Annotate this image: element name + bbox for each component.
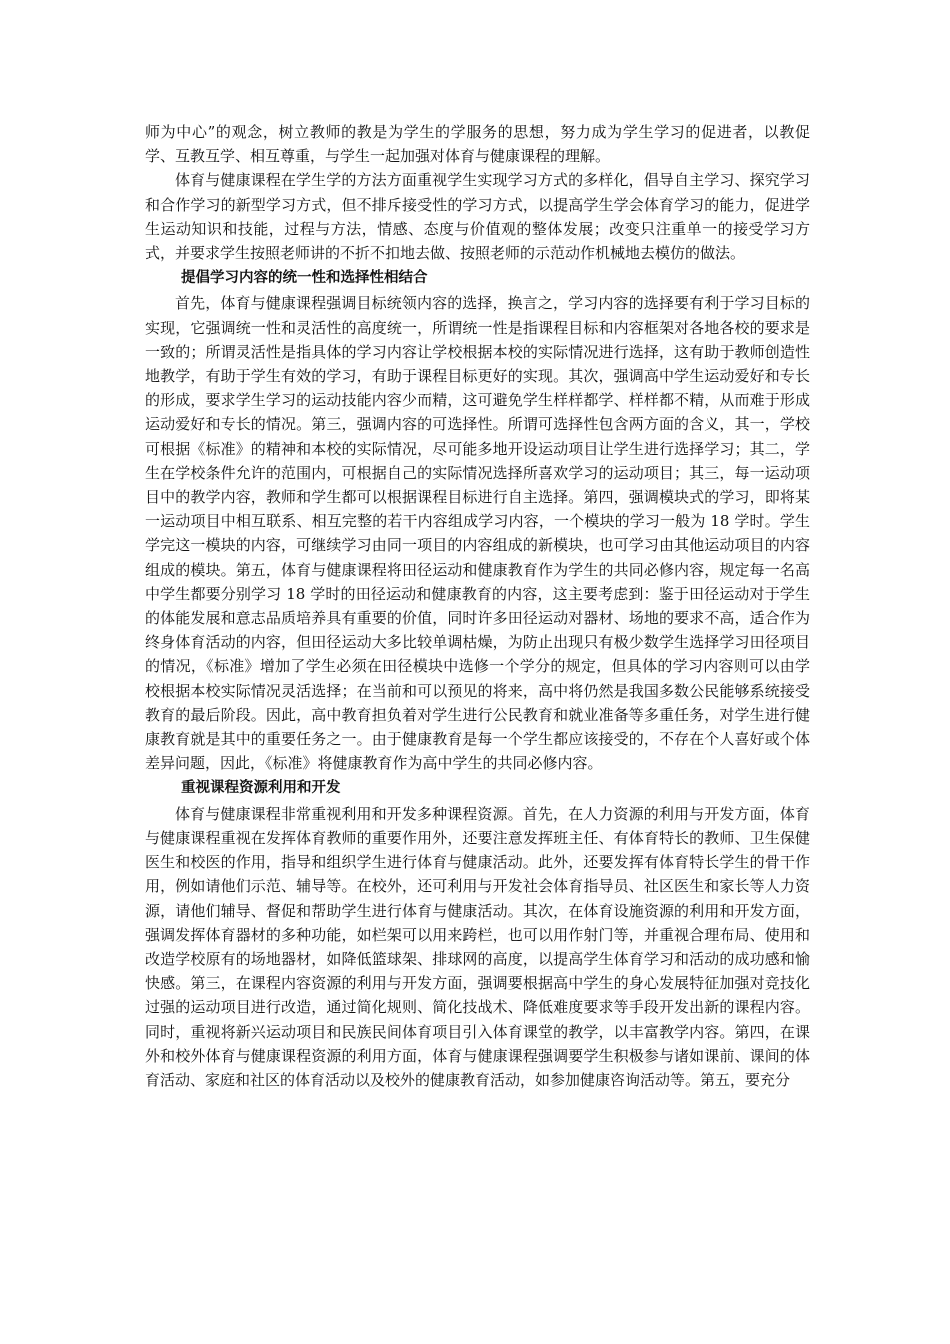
section-heading-content-selection: 提倡学习内容的统一性和选择性相结合	[181, 270, 428, 287]
paragraph-intro-continuation: 师为中心”的观念，树立教师的教是为学生的学服务的思想，努力成为学生学习的促进者，以教促学、互教互学、相互尊重，与学生一起加强对体育与健康课程的理解。	[145, 123, 810, 166]
document-page	[145, 120, 810, 1092]
paragraph-learning-methods: 体育与健康课程在学生学的方法方面重视学生实现学习方式的多样化，倡导自主学习、探究学习和合作学习的新型学习方式，但不排斥接受性的学习方式，以提高学生学会体育学习的能力，促进学生运动知识和技能，过程与方法，情感、态度与价值观的整体发展；改变只注重单一的接受学习方式，并要求学生按照老师讲的不折不扣地去做、按照老师的示范动作机械地去模仿的做法。	[145, 171, 810, 263]
section-heading-curriculum-resources: 重视课程资源利用和开发	[181, 780, 341, 797]
paragraph-curriculum-resources: 体育与健康课程非常重视利用和开发多种课程资源。首先，在人力资源的利用与开发方面，体育与健康课程重视在发挥体育教师的重要作用外，还要注意发挥班主任、有体育特长的教师、卫生保健医生和校医的作用，指导和组织学生进行体育与健康活动。此外，还要发挥有体育特长学生的骨干作用，例如请他们示范、辅导等。在校外，还可利用与开发社会体育指导员、社区医生和家长等人力资源，请他们辅导、督促和帮助学生进行体育与健康活动。其次，在体育设施资源的利用和开发方面，强调发挥体育器材的多种功能，如栏架可以用来跨栏，也可以用作射门等，并重视合理布局、使用和改造学校原有的场地器材，如降低篮球架、排球网的高度，以提高学生体育学习和活动的成功感和愉快感。第三，在课程内容资源的利用与开发方面，强调要根据高中学生的身心发展特征加强对竞技化过强的运动项目进行改造，通过简化规则、简化技战术、降低难度要求等手段开发出新的课程内容。同时，重视将新兴运动项目和民族民间体育项目引入体育课堂的教学，以丰富教学内容。第四，在课外和校外体育与健康课程资源的利用方面，体育与健康课程强调要学生积极参与诸如课前、课间的体育活动、家庭和社区的体育活动以及校外的健康教育活动，如参加健康咨询活动等。第五，要充分	[145, 804, 810, 1089]
paragraph-content-selection: 首先，体育与健康课程强调目标统领内容的选择，换言之，学习内容的选择要有利于学习目标的实现，它强调统一性和灵活性的高度统一，所谓统一性是指课程目标和内容框架对各地各校的要求是一致的；所谓灵活性是指具体的学习内容让学校根据本校的实际情况进行选择，这有助于教师创造性地教学，有助于学生有效的学习，有助于课程目标更好的实现。其次，强调高中学生运动爱好和专长的形成，要求学生学习的运动技能内容少而精，这可避免学生样样都学、样样都不精，从而难于形成运动爱好和专长的情况。第三，强调内容的可选择性。所谓可选择性包含两方面的含义，其一，学校可根据《标准》的精神和本校的实际情况，尽可能多地开设运动项目让学生进行选择学习；其二，学生在学校条件允许的范围内，可根据自己的实际情况选择所喜欢学习的运动项目；其三，每一运动项目中的教学内容，教师和学生都可以根据课程目标进行自主选择。第四，强调模块式的学习，即将某一运动项目中相互联系、相互完整的若干内容组成学习内容，一个模块的学习一般为 18 学时。学生学完这一模块的内容，可继续学习由同一项目的内容组成的新模块，也可学习由其他运动项目的内容组成的模块。第五，体育与健康课程将田径运动和健康教育作为学生的共同必修内容，规定每一名高中学生都要分别学习 18 学时的田径运动和健康教育的内容，这主要考虑到：鉴于田径运动对于学生的体能发展和意志品质培养具有重要的价值，同时许多田径运动对器材、场地的要求不高，适合作为终身体育活动的内容，但田径运动大多比较单调枯燥，为防止出现只有极少数学生选择学习田径项目的情况，《标准》增加了学生必须在田径模块中选修一个学分的规定，但具体的学习内容则可以由学校根据本校实际情况灵活选择；在当前和可以预见的将来，高中将仍然是我国多数公民能够系统接受教育的最后阶段。因此，高中教育担负着对学生进行公民教育和就业准备等多重任务，对学生进行健康教育就是其中的重要任务之一。由于健康教育是每一个学生都应该接受的，不存在个人喜好或个体差异问题，因此，《标准》将健康教育作为高中学生的共同必修内容。	[145, 294, 810, 773]
